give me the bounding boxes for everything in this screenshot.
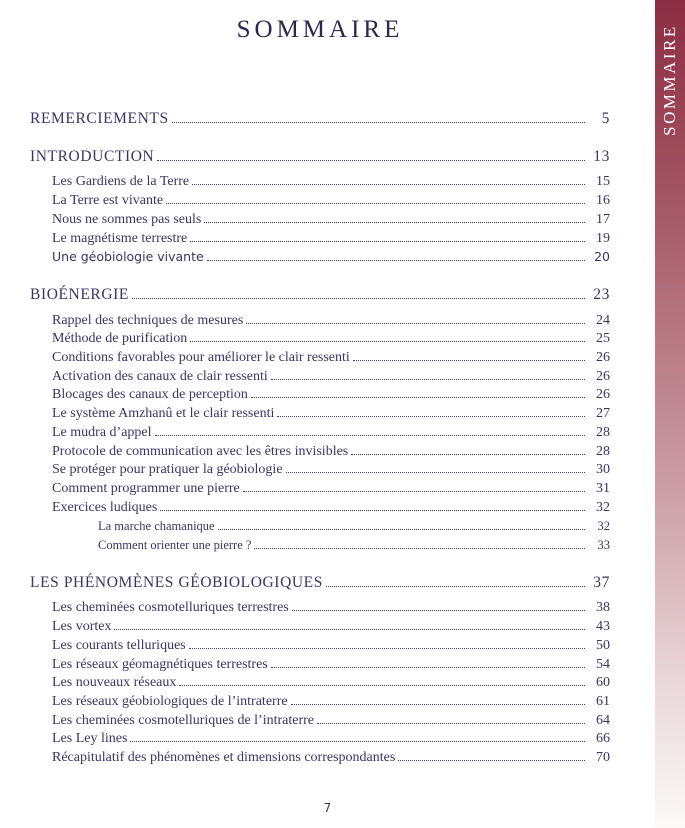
dot-leader [251,397,585,398]
toc-entry-label: Les nouveaux réseaux [52,675,177,691]
toc-entry-row [30,517,610,536]
toc-entry-row [30,536,610,555]
dot-leader [286,472,585,473]
dot-leader [130,741,585,742]
dot-leader [271,379,585,380]
toc [30,110,610,768]
toc-entry-label: Rappel des techniques de mesures [52,312,244,328]
toc-entry-page: 31 [596,480,610,496]
toc-entry-page: 54 [596,656,610,672]
toc-entry-page: 61 [596,693,610,709]
toc-entry-page: 19 [596,230,610,246]
dot-leader [190,241,585,242]
toc-entry-page: 25 [596,331,610,347]
dot-leader [132,298,585,299]
toc-entry-page: 60 [596,675,610,691]
dot-leader [398,760,585,761]
toc-entry-row [30,211,610,230]
toc-entry-label: Nous ne sommes pas seuls [52,211,202,227]
toc-entry-row [30,480,610,499]
dot-leader [160,510,585,511]
toc-heading-row [30,574,610,593]
toc-entry-page: 28 [596,424,610,440]
toc-heading-label: LES PHÉNOMÈNES GÉOBIOLOGIQUES [30,573,323,591]
dot-leader [326,586,585,587]
toc-entry-page: 38 [596,600,610,616]
toc-entry-page: 15 [596,174,610,190]
toc-heading-page: 5 [601,110,610,127]
toc-entry-label: Protocole de communication avec les êtres invisibles [52,443,349,459]
toc-entry-row [30,637,610,656]
toc-section [30,286,610,555]
toc-entry-row [30,461,610,480]
dot-leader [271,667,585,668]
dot-leader [291,704,585,705]
toc-heading-page: 13 [593,147,610,165]
toc-heading-row [30,148,610,167]
toc-entry-page: 32 [596,499,610,515]
toc-entry-row [30,730,610,749]
toc-entry-row [30,618,610,637]
dot-leader [353,360,585,361]
dot-leader [292,610,585,611]
dot-leader [189,648,585,649]
toc-entry-page: 16 [596,193,610,209]
toc-entry-row [30,749,610,768]
toc-entry-row [30,349,610,368]
toc-heading-label: REMERCIEMENTS [30,110,169,127]
toc-entry-row [30,499,610,518]
toc-entry-label: Les réseaux géobiologiques de l’intraterre [52,693,288,709]
toc-heading-page: 23 [593,285,610,303]
toc-entry-label: La marche chamanique [98,519,215,534]
toc-entry-page: 26 [596,387,610,403]
dot-leader [190,341,585,342]
toc-entry-label: Méthode de purification [52,331,188,347]
folio-page-number: 7 [323,801,332,815]
toc-entry-label: Blocages des canaux de perception [52,387,248,403]
page-title: SOMMAIRE [236,16,404,43]
dot-leader [243,491,585,492]
toc-entry-label: Les Gardiens de la Terre [52,174,190,190]
dot-leader [218,529,585,530]
dot-leader [204,222,585,223]
toc-entry-label: Le magnétisme terrestre [52,230,188,246]
toc-entry-page: 66 [596,731,610,747]
toc-entry-page: 32 [597,519,610,534]
toc-section [30,148,610,267]
toc-entry-row [30,248,610,267]
toc-entry-page: 64 [596,712,610,728]
toc-entry-row [30,330,610,349]
dot-leader [155,435,585,436]
toc-entry-page: 70 [596,750,610,766]
toc-entry-label: Les cheminées cosmotelluriques de l’intraterre [52,712,315,728]
toc-entry-label: Les courants telluriques [52,637,186,653]
toc-section [30,574,610,768]
toc-entry-row [30,173,610,192]
toc-entry-label: Activation des canaux de clair ressenti [52,368,268,384]
chapter-tab-vertical-label: SOMMAIRE [660,24,679,136]
dot-leader [277,416,585,417]
toc-heading-row [30,110,610,129]
dot-leader [246,323,585,324]
toc-entry-label: Comment programmer une pierre [52,480,240,496]
dot-leader [254,548,585,549]
toc-entry-label: Exercices ludiques [52,499,158,515]
toc-heading-row [30,286,610,305]
dot-leader [114,629,585,630]
dot-leader [166,203,585,204]
toc-entry-row [30,230,610,249]
toc-entry-label: Le mudra d’appel [52,424,152,440]
toc-entry-row [30,405,610,424]
toc-entry-row [30,656,610,675]
toc-entry-row [30,693,610,712]
toc-entry-page: 20 [594,249,610,265]
dot-leader [157,160,585,161]
toc-entry-page: 17 [596,211,610,227]
toc-entry-page: 28 [596,443,610,459]
dot-leader [179,685,585,686]
toc-entry-label: Les vortex [52,619,112,635]
toc-entry-label: Les Ley lines [52,731,128,747]
toc-entry-row [30,368,610,387]
toc-entry-label: Le système Amzhanû et le clair ressenti [52,406,275,422]
toc-entry-label: Les cheminées cosmotelluriques terrestres [52,600,289,616]
toc-entry-row [30,312,610,331]
toc-entry-row [30,712,610,731]
dot-leader [172,122,585,123]
toc-entry-row [30,674,610,693]
dot-leader [317,723,585,724]
toc-entry-page: 30 [596,462,610,478]
toc-entry-label: La Terre est vivante [52,193,164,209]
dot-leader [351,454,585,455]
toc-entry-label: Comment orienter une pierre ? [98,538,252,553]
toc-entry-row [30,192,610,211]
toc-entry-page: 27 [596,406,610,422]
toc-entry-label: Se protéger pour pratiquer la géobiologie [52,462,283,478]
toc-entry-label: Une géobiologie vivante [52,249,204,265]
toc-heading-label: BIOÉNERGIE [30,285,129,303]
toc-entry-label: Récapitulatif des phénomènes et dimensions correspondantes [52,750,396,766]
toc-entry-row [30,386,610,405]
toc-entry-row [30,443,610,462]
dot-leader [207,260,585,261]
toc-entry-page: 33 [597,538,610,553]
toc-entry-label: Conditions favorables pour améliorer le clair ressenti [52,350,350,366]
dot-leader [192,184,585,185]
toc-entry-page: 24 [596,312,610,328]
toc-entry-row [30,424,610,443]
toc-entry-page: 50 [596,637,610,653]
toc-entry-label: Les réseaux géomagnétiques terrestres [52,656,268,672]
toc-heading-label: INTRODUCTION [30,147,155,165]
toc-entry-page: 26 [596,368,610,384]
toc-section [30,110,610,129]
toc-entry-page: 26 [596,350,610,366]
toc-entry-row [30,599,610,618]
toc-heading-page: 37 [593,573,610,591]
chapter-tab [655,0,685,828]
toc-entry-page: 43 [596,619,610,635]
